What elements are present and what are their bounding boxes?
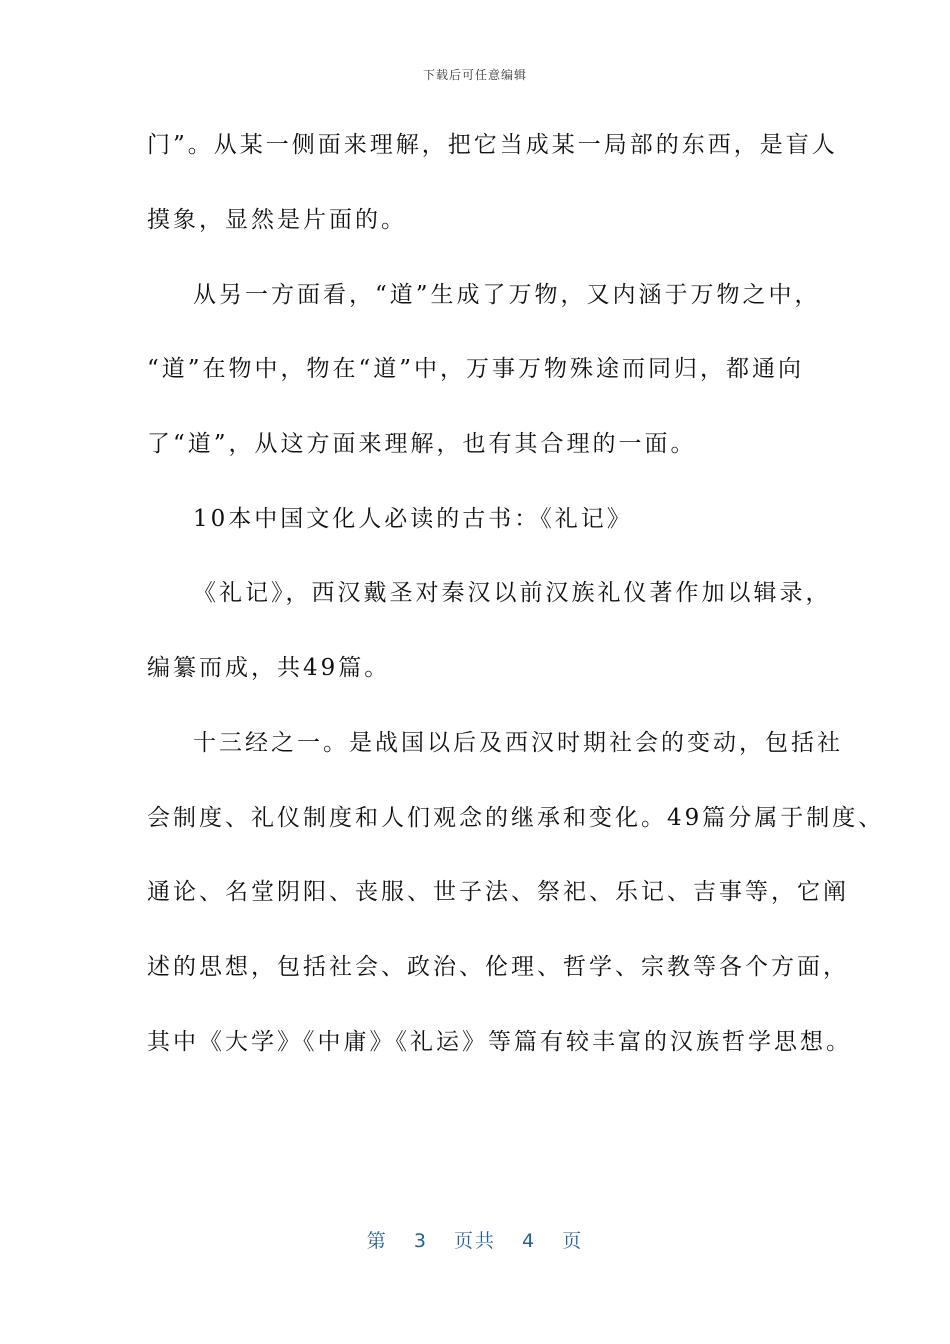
paragraph-line: 摸象，显然是片面的。 — [147, 207, 407, 233]
paragraph-line: 编纂而成，共49篇。 — [147, 655, 391, 681]
paragraph-line: “道”在物中，物在“道”中，万事万物殊途而同归，都通向 — [147, 356, 805, 382]
footer-prefix: 第 — [366, 1230, 388, 1252]
paragraph-line: 《礼记》，西汉戴圣对秦汉以前汉族礼仪著作加以辑录， — [193, 580, 832, 606]
footer-middle: 页共 — [453, 1230, 496, 1252]
footer-current-page: 3 — [413, 1230, 428, 1252]
paragraph-line: 从另一方面看，“道”生成了万物，又内涵于万物之中， — [193, 282, 821, 308]
page-header: 下载后可任意编辑 — [422, 68, 527, 82]
paragraph-line: 门”。从某一侧面来理解，把它当成某一局部的东西，是盲人 — [147, 132, 838, 158]
paragraph-line: 会制度、礼仪制度和人们观念的继承和变化。49篇分属于制度、 — [147, 805, 885, 831]
paragraph-line: 其中《大学》《中庸》《礼运》等篇有较丰富的汉族哲学思想。 — [147, 1029, 852, 1055]
paragraph-line: 通论、名堂阴阳、丧服、世子法、祭祀、乐记、吉事等，它阐 — [147, 879, 849, 905]
paragraph-line: 十三经之一。是战国以后及西汉时期社会的变动，包括社 — [193, 730, 843, 756]
footer-total-pages: 4 — [522, 1230, 537, 1252]
page-footer — [0, 1226, 950, 1253]
section-heading: 10本中国文化人必读的古书：《礼记》 — [193, 506, 633, 532]
paragraph-line: 述的思想，包括社会、政治、伦理、哲学、宗教等各个方面， — [147, 954, 849, 980]
footer-suffix: 页 — [562, 1230, 584, 1252]
paragraph-line: 了“道”，从这方面来理解，也有其合理的一面。 — [147, 431, 697, 457]
